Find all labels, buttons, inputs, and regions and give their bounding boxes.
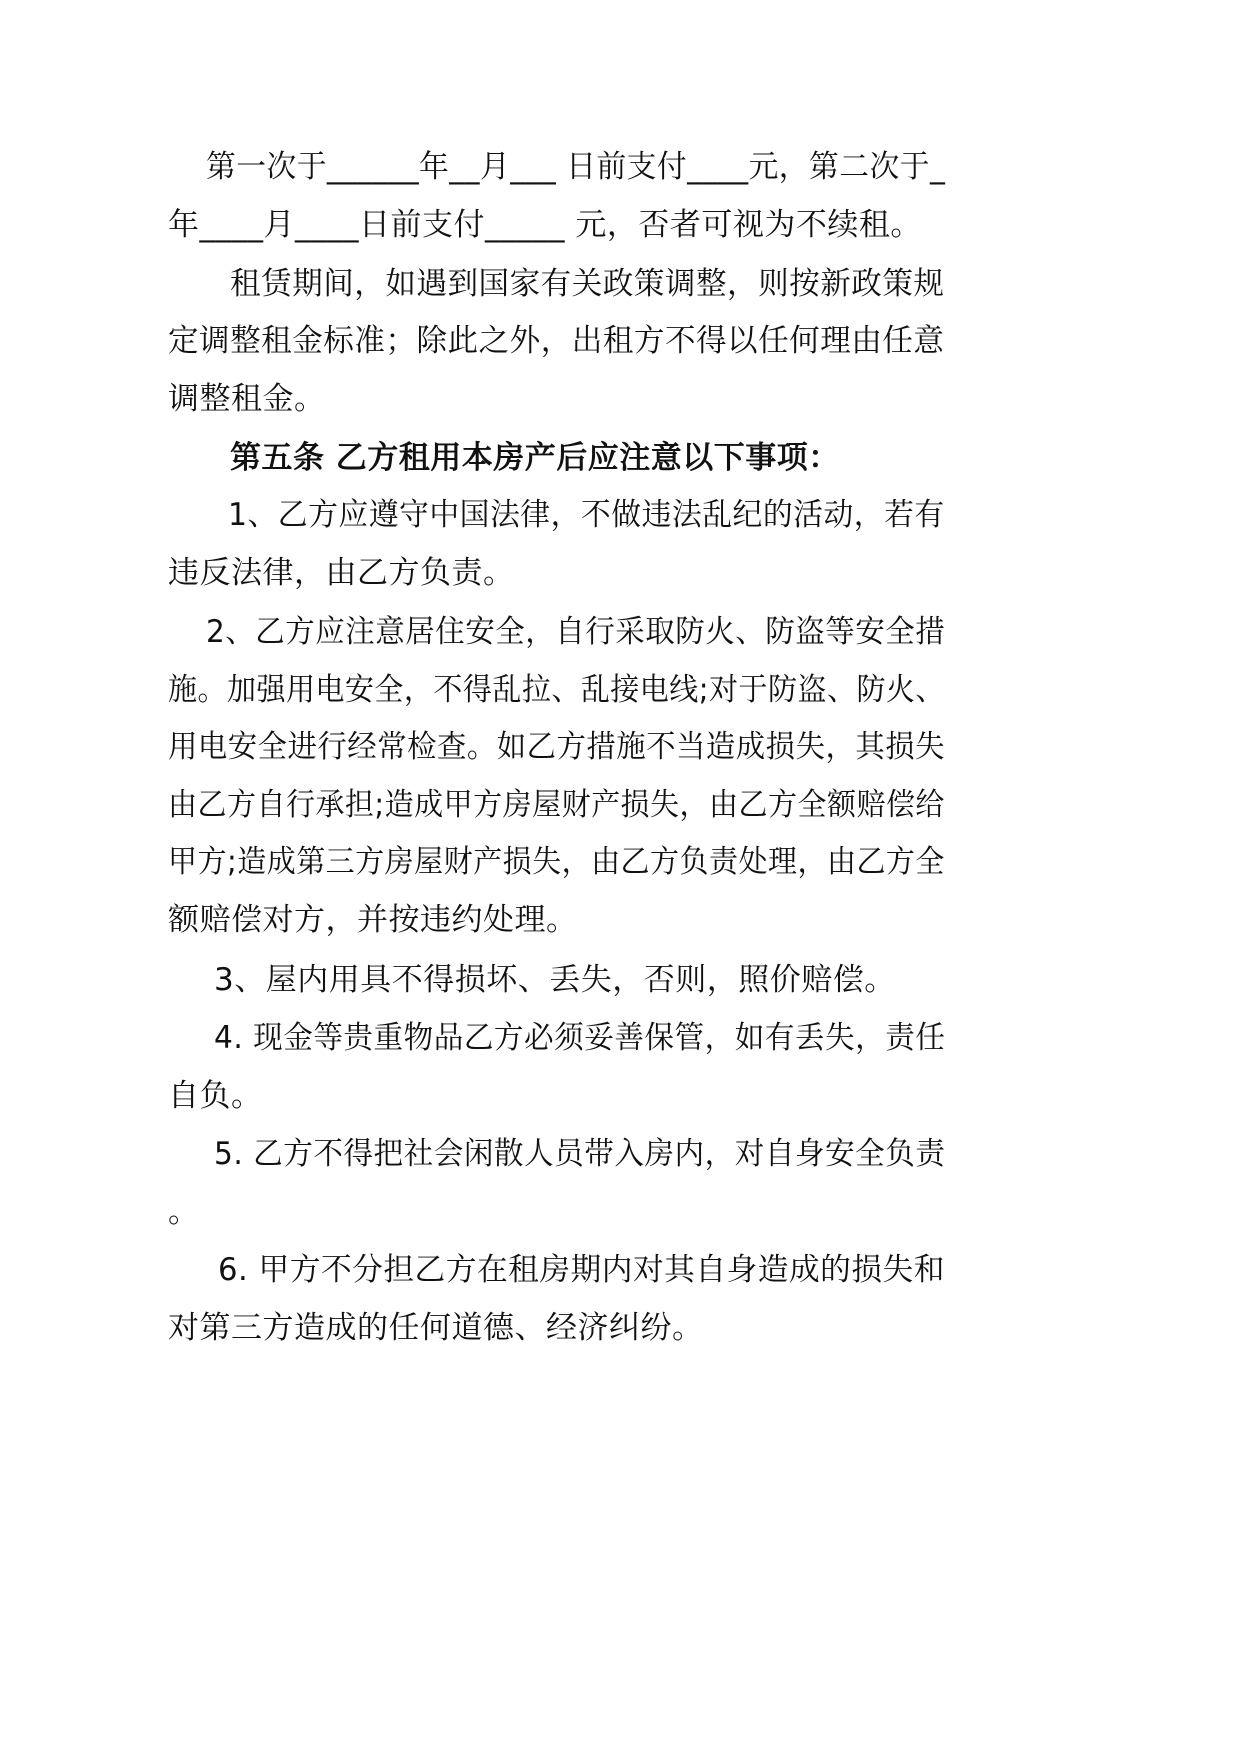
text-line: 自负。	[168, 1078, 263, 1114]
text-line: 额赔偿对方，并按违约处理。	[168, 902, 578, 938]
text-line: 4. 现金等贵重物品乙方必须妥善保管，如有丢失，责任	[214, 1020, 946, 1056]
text-line: 违反法律，由乙方负责。	[168, 555, 515, 591]
text-line: 3、屋内用具不得损坏、丢失，否则，照价赔偿。	[214, 962, 896, 998]
text-line: 5. 乙方不得把社会闲散人员带入房内，对自身安全负责	[214, 1136, 946, 1172]
text-line: 调整租金。	[168, 381, 326, 417]
text-line: 由乙方自行承担;造成甲方房屋财产损失，由乙方全额赔偿给	[168, 787, 945, 823]
text-line: 。	[168, 1194, 200, 1230]
text-line: 定调整租金标准；除此之外，出租方不得以任何理由任意	[168, 323, 945, 359]
text-line: 施。加强用电安全，不得乱拉、乱接电线;对于防盗、防火、	[168, 672, 945, 708]
text-line: 1、乙方应遵守中国法律，不做违法乱纪的活动，若有	[228, 497, 945, 533]
text-line: 6. 甲方不分担乙方在租房期内对其自身造成的损失和	[218, 1252, 945, 1288]
text-line: 甲方;造成第三方房屋财产损失，由乙方负责处理，由乙方全	[168, 844, 945, 880]
text-line: 年____月____日前支付_____ 元，否者可视为不续租。	[168, 207, 922, 243]
text-line: 租赁期间，如遇到国家有关政策调整，则按新政策规	[230, 266, 945, 302]
section-heading: 第五条 乙方租用本房产后应注意以下事项：	[230, 440, 840, 476]
text-line: 第一次于______年__月___ 日前支付____元，第二次于_	[206, 149, 946, 185]
text-line: 对第三方造成的任何道德、经济纠纷。	[168, 1310, 704, 1346]
text-line: 用电安全进行经常检查。如乙方措施不当造成损失，其损失	[168, 729, 945, 765]
text-line: 2、乙方应注意居住安全，自行采取防火、防盗等安全措	[206, 614, 946, 650]
